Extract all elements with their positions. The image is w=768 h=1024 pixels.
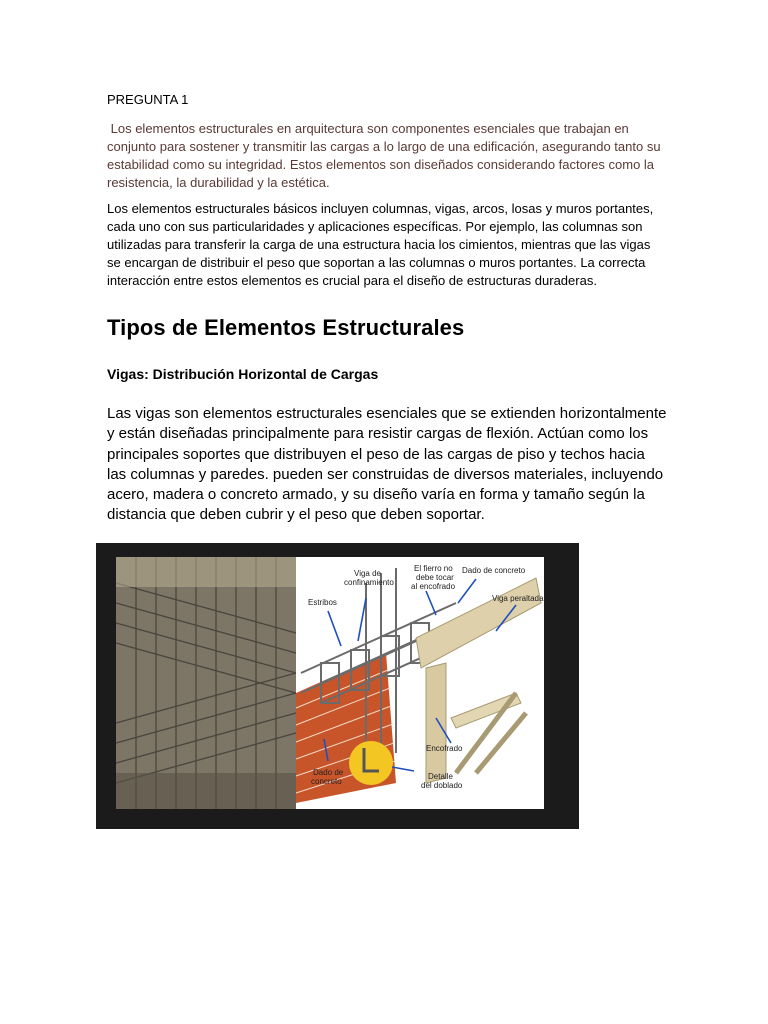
label-viga-peraltada: Viga peraltada [492,594,544,603]
subsection-title: Vigas: Distribución Horizontal de Cargas [107,366,379,382]
label-fierro: El fierro no debe tocar al encofrado [411,564,456,591]
detail-highlight [349,741,393,785]
label-viga-confinamiento: Viga de confinamiento [344,569,394,587]
label-encofrado: Encofrado [426,744,463,753]
beam-illustration-svg [96,543,579,829]
body-paragraph: Los elementos estructurales básicos incluyen columnas, vigas, arcos, losas y muros portantes, cada uno con sus particularidades y aplicaciones específicas. Por ejemplo, las columnas son utilizadas para transferir la carga de una estructura hacia los cimientos, mientras que las vigas se encargan de distribuir el peso que soportan a las columnas o muros portantes. La correcta interacción entre estos elementos es crucial para el diseño de estructuras duraderas. [107,201,654,288]
label-dado-bottom: Dado de concreto [311,768,344,786]
rebar-photo [116,557,296,809]
label-estribos: Estribos [308,598,337,607]
vigas-paragraph: Las vigas son elementos estructurales esenciales que se extienden horizontalmente y están diseñadas principalmente para resistir cargas de flexión. Actúan como los principales soportes que distribuyen el peso de las cargas de piso y techos hacia las columnas y paredes. pueden ser construidas de diversos materiales, incluyendo acero, madera o concreto armado, y su diseño varía en forma y tamaño según la distancia que deben cubrir y el peso que deben soportar. [107,405,667,524]
label-detalle: Detalle del doblado [421,772,463,790]
question-heading: PREGUNTA 1 [107,92,189,107]
section-title: Tipos de Elementos Estructurales [107,315,465,340]
label-dado-top: Dado de concreto [462,566,526,575]
intro-paragraph: Los elementos estructurales en arquitectura son componentes esenciales que trabajan en conjunto para sostener y transmitir las cargas a lo largo de una edificación, asegurando tanto su estabilidad como su integridad. Estos elementos son diseñados considerando factores como la resistencia, la durabilidad y la estética. [107,121,665,190]
beam-illustration [96,543,579,829]
